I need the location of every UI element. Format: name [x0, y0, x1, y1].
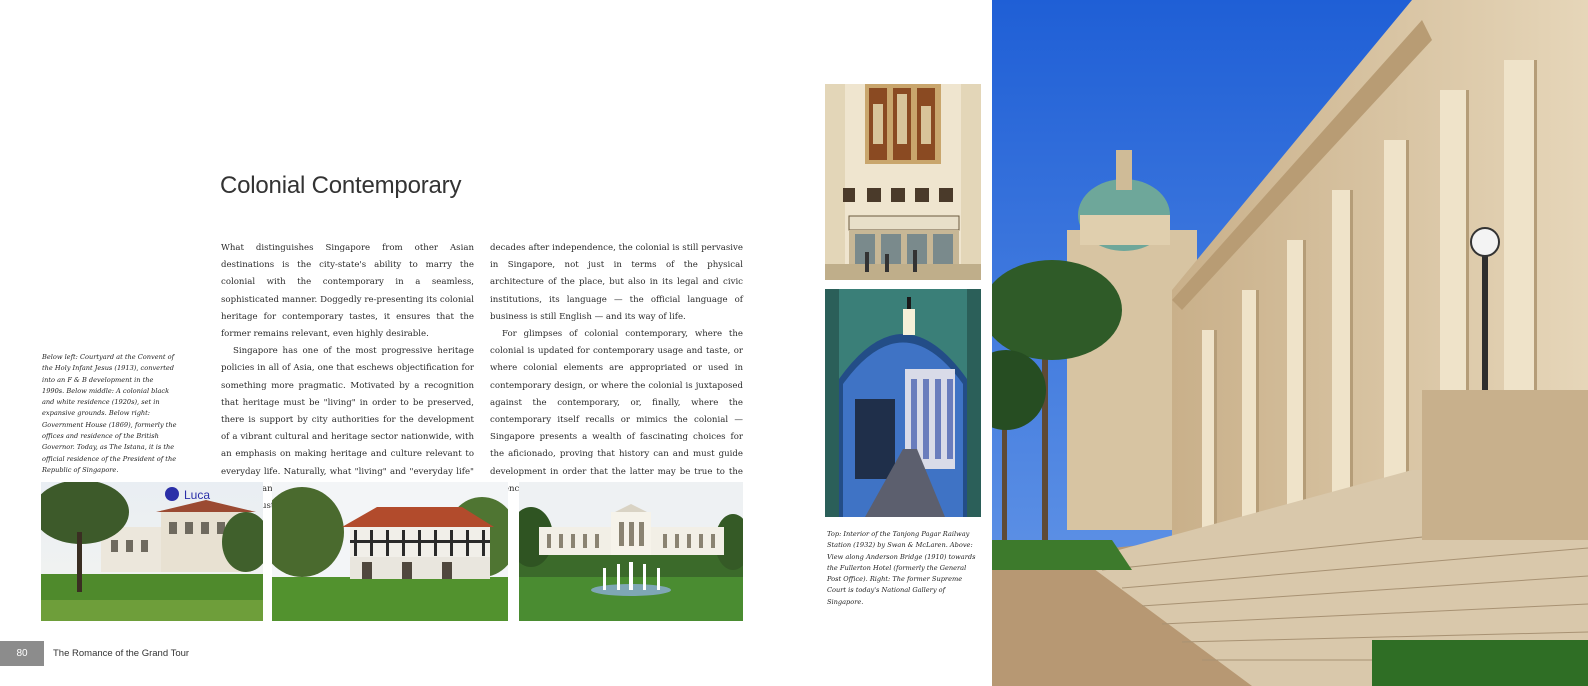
- convent-courtyard-photo: [41, 482, 263, 621]
- caption-left: Below left: Courtyard at the Convent of the Holy Infant Jesus (1913), converted into an F & B development in the 1990s. Below middle: A colonial black and white residence (1920s), set in expansive grounds. Below right: Government House (1869), formerly the offices and residence of the British Governor. Today, as The Istana, it is the official residence of the President of the Republic of Singapore.: [42, 353, 177, 474]
- paragraph: decades after independence, the colonial is still pervasive in Singapore, not just in terms of the physical architecture of the place, but also in its legal and civic institutions, its language — the official language of business is still English — and its way of life.: [490, 243, 743, 322]
- page-title: Colonial Contemporary: [220, 172, 462, 199]
- body-column-2: [490, 240, 743, 498]
- badge-dot-icon: [165, 487, 179, 501]
- paragraph: Singapore has one of the most progressive heritage policies in all of Asia, one that eschews objectification for something more pragmatic. Motivated by a recognition that heritage must be "living" in order to be preserved, there is support by city authorities for the development of a vibrant cultural and heritage sector nationwide, with an emphasis on making heritage and culture relevant to everyday life. Naturally, what "living" and "everyday life" changes must: [221, 346, 474, 512]
- supreme-court-photo: [992, 0, 1588, 686]
- anderson-bridge-photo: [825, 289, 981, 517]
- paragraph: For glimpses of colonial contemporary, where the colonial is updated for contemporary usage and taste, or where colonial elements are appropriated or used in contemporary design, or where the colonial is juxtaposed against the contemporary, or, finally, where the contemporary itself recalls or mimics the colonial — Singapore presents a wealth of fascinating choices for the aficionado, proving that history can and must guide development in order that the latter may be true to the: [490, 329, 743, 477]
- convent-badge: Luca: [184, 488, 211, 502]
- page-number: 80: [0, 641, 44, 666]
- paragraph: What distinguishes Singapore from other Asian destinations is the city-state's ability to marry the colonial with the contemporary in a seamless, sophisticated manner. Doggedly re-presenting its colonial heritage for contemporary tastes, it ensures that the former remains relevant, even highly desirable.: [221, 243, 474, 340]
- istana-photo: [519, 482, 743, 621]
- caption-right: Top: Interior of the Tanjong Pagar Railway Station (1932) by Swan & McLaren. Above: View along Anderson Bridge (1910) towards the Fullerton Hotel (formerly the General Post Office). Right: The former Supreme Court is today's National Gallery of Singapore.: [827, 530, 976, 606]
- body-column-1: [221, 240, 474, 515]
- running-head: The Romance of the Grand Tour: [53, 648, 190, 659]
- black-white-residence-photo: [272, 482, 508, 621]
- railway-station-photo: [825, 84, 981, 280]
